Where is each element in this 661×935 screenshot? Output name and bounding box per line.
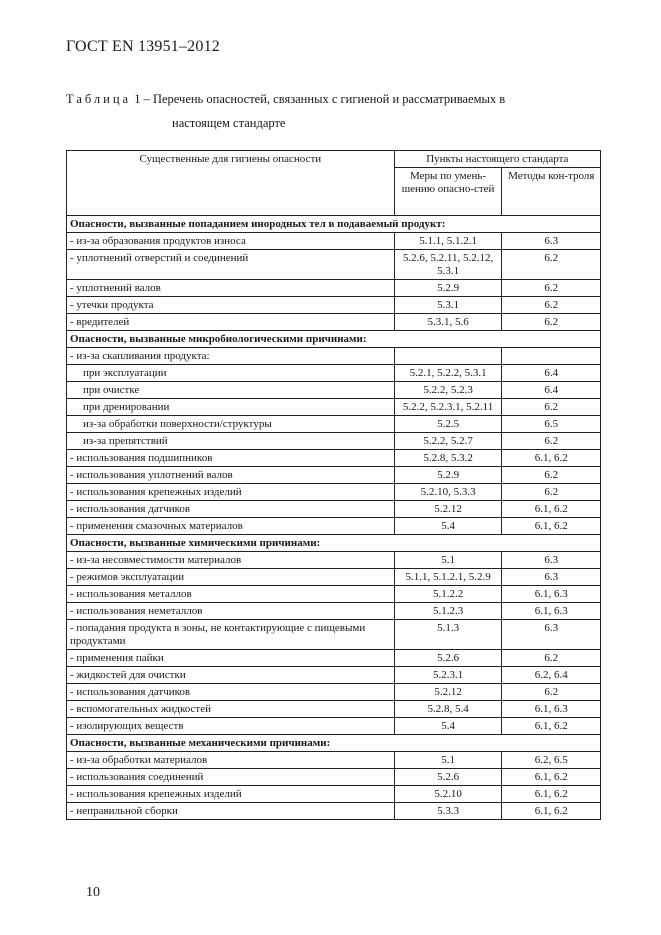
table-row: [67, 786, 601, 803]
table-row: [67, 603, 601, 620]
measures-cell: 5.2.2, 5.2.7: [394, 433, 502, 450]
hazard-cell: - использования подшипников: [67, 450, 395, 467]
table-row: [67, 297, 601, 314]
measures-cell: 5.2.6: [394, 769, 502, 786]
measures-cell: 5.1.2.3: [394, 603, 502, 620]
caption-title-line1: 1 – Перечень опасностей, связанных с гигиеной и рассматриваемых в: [134, 92, 506, 106]
section-row: [67, 331, 601, 348]
methods-cell: 6.1, 6.2: [502, 769, 601, 786]
hazard-cell: - режимов эксплуатации: [67, 569, 395, 586]
table-row: [67, 569, 601, 586]
methods-cell: 6.2: [502, 314, 601, 331]
hazard-cell: - уплотнений отверстий и соединений: [67, 250, 395, 280]
table-row: [67, 586, 601, 603]
document-code: ГОСТ EN 13951–2012: [66, 38, 220, 55]
hazard-cell: - утечки продукта: [67, 297, 395, 314]
measures-cell: 5.1.1, 5.1.2.1, 5.2.9: [394, 569, 502, 586]
measures-cell: 5.2.10, 5.3.3: [394, 484, 502, 501]
measures-cell: 5.2.6, 5.2.11, 5.2.12, 5.3.1: [394, 250, 502, 280]
hazard-cell: - из-за обработки материалов: [67, 752, 395, 769]
section-heading: Опасности, вызванные механическими причинами:: [67, 735, 601, 752]
hazard-cell: - применения пайки: [67, 650, 395, 667]
measures-cell: 5.2.5: [394, 416, 502, 433]
methods-cell: 6.2: [502, 433, 601, 450]
methods-cell: 6.2, 6.5: [502, 752, 601, 769]
table-row: [67, 484, 601, 501]
table-row: [67, 433, 601, 450]
table-row: [67, 752, 601, 769]
measures-cell: 5.3.1: [394, 297, 502, 314]
measures-cell: 5.3.3: [394, 803, 502, 820]
methods-cell: 6.2: [502, 297, 601, 314]
methods-cell: 6.1, 6.2: [502, 803, 601, 820]
measures-cell: 5.1: [394, 752, 502, 769]
methods-cell: 6.1, 6.2: [502, 718, 601, 735]
measures-cell: 5.2.9: [394, 280, 502, 297]
hazard-cell: из-за обработки поверхности/структуры: [67, 416, 395, 433]
table-row: [67, 348, 601, 365]
hazard-cell: при дренировании: [67, 399, 395, 416]
methods-cell: 6.3: [502, 569, 601, 586]
methods-cell: [502, 348, 601, 365]
hazard-cell: - из-за несовместимости материалов: [67, 552, 395, 569]
methods-cell: 6.2: [502, 280, 601, 297]
measures-cell: 5.2.8, 5.4: [394, 701, 502, 718]
table-row: [67, 684, 601, 701]
table-row: [67, 650, 601, 667]
section-heading: Опасности, вызванные микробиологическими причинами:: [67, 331, 601, 348]
measures-cell: 5.2.2, 5.2.3: [394, 382, 502, 399]
methods-cell: 6.5: [502, 416, 601, 433]
table-row: [67, 250, 601, 280]
measures-cell: 5.1: [394, 552, 502, 569]
table-body: [67, 216, 601, 820]
methods-cell: 6.3: [502, 552, 601, 569]
hazard-cell: - попадания продукта в зоны, не контактирующие с пищевыми продуктами: [67, 620, 395, 650]
table-row: [67, 552, 601, 569]
table-row: [67, 450, 601, 467]
methods-cell: 6.3: [502, 233, 601, 250]
methods-cell: 6.2: [502, 650, 601, 667]
measures-cell: 5.2.10: [394, 786, 502, 803]
measures-cell: 5.2.9: [394, 467, 502, 484]
table-row: [67, 314, 601, 331]
measures-cell: 5.1.2.2: [394, 586, 502, 603]
measures-cell: 5.1.1, 5.1.2.1: [394, 233, 502, 250]
hazard-cell: - из-за скапливания продукта:: [67, 348, 395, 365]
section-row: [67, 735, 601, 752]
hazard-cell: - применения смазочных материалов: [67, 518, 395, 535]
methods-cell: 6.2: [502, 467, 601, 484]
methods-cell: 6.3: [502, 620, 601, 650]
hazard-cell: - изолирующих веществ: [67, 718, 395, 735]
table-row: [67, 382, 601, 399]
measures-cell: 5.2.6: [394, 650, 502, 667]
hazard-cell: при эксплуатации: [67, 365, 395, 382]
measures-cell: 5.3.1, 5.6: [394, 314, 502, 331]
caption-label: Таблица: [66, 92, 132, 106]
table-row: [67, 233, 601, 250]
hazard-cell: - использования уплотнений валов: [67, 467, 395, 484]
table-row: [67, 416, 601, 433]
measures-cell: 5.4: [394, 718, 502, 735]
methods-cell: 6.2: [502, 684, 601, 701]
caption-title-line2: настоящем стандарте: [172, 116, 286, 130]
hazard-cell: - использования соединений: [67, 769, 395, 786]
methods-cell: 6.2: [502, 250, 601, 280]
section-row: [67, 535, 601, 552]
section-heading: Опасности, вызванные химическими причинами:: [67, 535, 601, 552]
col-header-hazards: Существенные для гигиены опасности: [67, 151, 395, 216]
methods-cell: 6.1, 6.2: [502, 518, 601, 535]
methods-cell: 6.4: [502, 382, 601, 399]
hazard-cell: - уплотнений валов: [67, 280, 395, 297]
table-row: [67, 667, 601, 684]
methods-cell: 6.1, 6.2: [502, 450, 601, 467]
methods-cell: 6.1, 6.3: [502, 586, 601, 603]
table-row: [67, 365, 601, 382]
hazard-cell: при очистке: [67, 382, 395, 399]
measures-cell: 5.2.12: [394, 684, 502, 701]
hazard-cell: - использования крепежных изделий: [67, 786, 395, 803]
table-row: [67, 280, 601, 297]
hazard-cell: - неправильной сборки: [67, 803, 395, 820]
methods-cell: 6.2, 6.4: [502, 667, 601, 684]
hazard-cell: - жидкостей для очистки: [67, 667, 395, 684]
methods-cell: 6.4: [502, 365, 601, 382]
measures-cell: 5.2.2, 5.2.3.1, 5.2.11: [394, 399, 502, 416]
section-row: [67, 216, 601, 233]
col-header-methods: Методы кон-троля: [502, 168, 601, 216]
methods-cell: 6.1, 6.3: [502, 603, 601, 620]
hazard-cell: - вспомогательных жидкостей: [67, 701, 395, 718]
hazard-cell: - использования неметаллов: [67, 603, 395, 620]
measures-cell: [394, 348, 502, 365]
col-group-header-clauses: Пункты настоящего стандарта: [394, 151, 600, 168]
methods-cell: 6.2: [502, 399, 601, 416]
table-row: [67, 769, 601, 786]
table-row: [67, 399, 601, 416]
methods-cell: 6.1, 6.2: [502, 786, 601, 803]
methods-cell: 6.1, 6.3: [502, 701, 601, 718]
measures-cell: 5.2.12: [394, 501, 502, 518]
table-row: [67, 620, 601, 650]
hazard-cell: - использования крепежных изделий: [67, 484, 395, 501]
methods-cell: 6.2: [502, 484, 601, 501]
hazard-cell: - вредителей: [67, 314, 395, 331]
measures-cell: 5.2.8, 5.3.2: [394, 450, 502, 467]
hazard-cell: - использования датчиков: [67, 684, 395, 701]
table-row: [67, 718, 601, 735]
hazard-cell: - из-за образования продуктов износа: [67, 233, 395, 250]
table-row: [67, 518, 601, 535]
table-row: [67, 501, 601, 518]
table-caption: [66, 87, 606, 135]
section-heading: Опасности, вызванные попаданием инородных тел в подаваемый продукт:: [67, 216, 601, 233]
page-number: 10: [86, 885, 100, 900]
table-row: [67, 467, 601, 484]
table-row: [67, 701, 601, 718]
measures-cell: 5.1.3: [394, 620, 502, 650]
col-header-measures: Меры по умень-шению опасно-стей: [394, 168, 502, 216]
hazard-cell: - использования металлов: [67, 586, 395, 603]
hazards-table: [66, 150, 601, 820]
hazard-cell: - использования датчиков: [67, 501, 395, 518]
hazard-cell: из-за препятствий: [67, 433, 395, 450]
measures-cell: 5.4: [394, 518, 502, 535]
measures-cell: 5.2.1, 5.2.2, 5.3.1: [394, 365, 502, 382]
methods-cell: 6.1, 6.2: [502, 501, 601, 518]
measures-cell: 5.2.3.1: [394, 667, 502, 684]
table-row: [67, 803, 601, 820]
